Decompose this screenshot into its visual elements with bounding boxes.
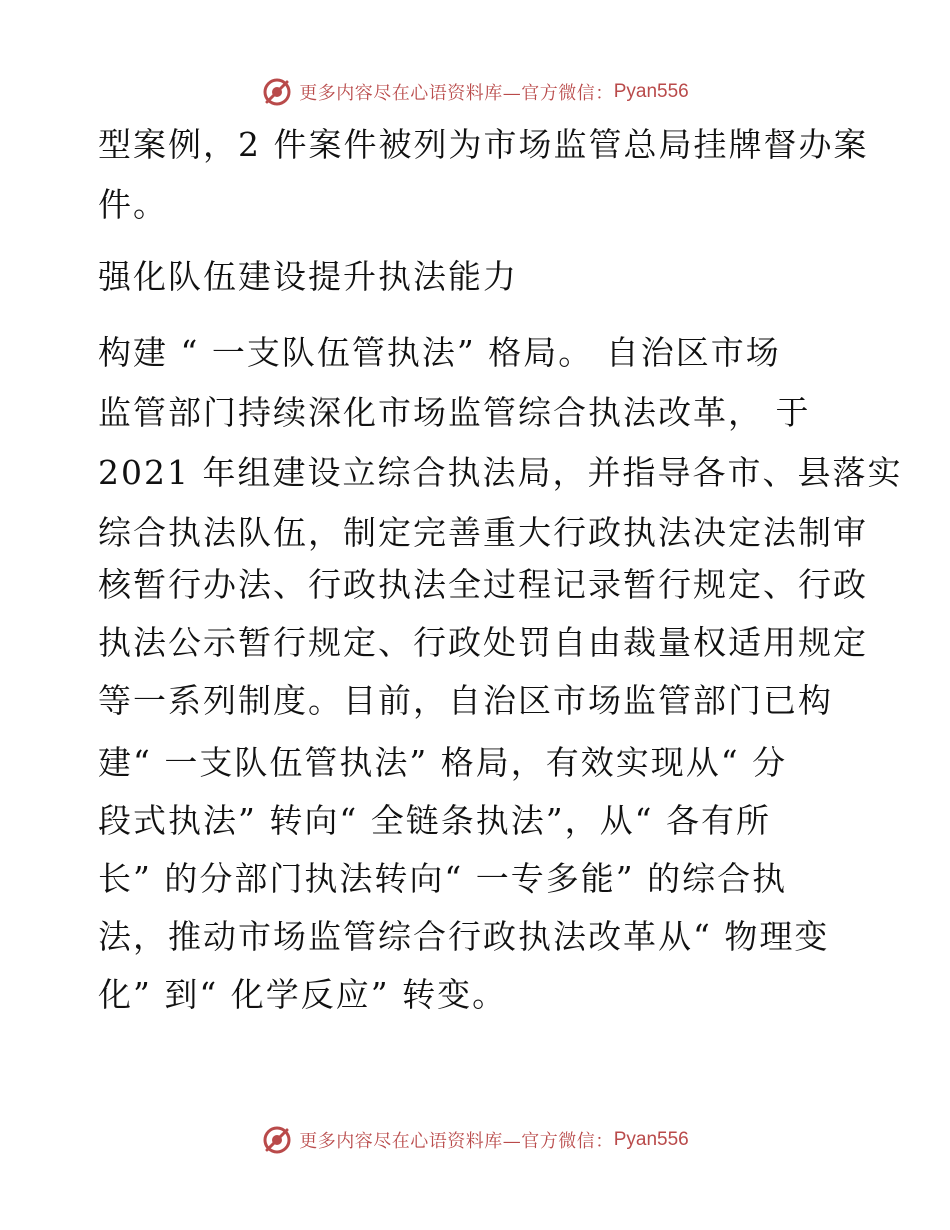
watermark-handle: Pyan556 bbox=[613, 81, 689, 102]
watermark-text: 更多内容尽在心语资料库—官方微信： bbox=[299, 1131, 614, 1152]
footer-watermark bbox=[0, 1120, 950, 1160]
watermark-text: 更多内容尽在心语资料库—官方微信： bbox=[299, 83, 614, 104]
text-line: 化” 到“ 化学反应” 转变。 bbox=[98, 975, 508, 1014]
text-line: 2021 年组建设立综合执法局，并指导各市、县落实 bbox=[98, 453, 903, 492]
text-line: 件。 bbox=[98, 185, 168, 224]
brand-logo-icon bbox=[261, 76, 293, 108]
section-heading: 强化队伍建设提升执法能力 bbox=[98, 257, 518, 296]
watermark-handle: Pyan556 bbox=[613, 1129, 689, 1150]
text-line: 综合执法队伍，制定完善重大行政执法决定法制审 bbox=[98, 513, 868, 552]
text-line: 型案例，2 件案件被列为市场监管总局挂牌督办案 bbox=[98, 125, 869, 164]
text-line: 构建 “ 一支队伍管执法” 格局。 自治区市场 bbox=[98, 333, 781, 372]
text-line: 执法公示暂行规定、行政处罚自由裁量权适用规定 bbox=[98, 623, 868, 662]
text-line: 建“ 一支队伍管执法” 格局，有效实现从“ 分 bbox=[98, 743, 788, 782]
text-line: 等一系列制度。目前，自治区市场监管部门已构 bbox=[98, 681, 833, 720]
brand-logo-icon bbox=[261, 1124, 293, 1156]
header-watermark bbox=[0, 72, 950, 112]
text-line: 监管部门持续深化市场监管综合执法改革， 于 bbox=[98, 393, 811, 432]
text-line: 长” 的分部门执法转向“ 一专多能” 的综合执 bbox=[98, 859, 788, 898]
text-line: 核暂行办法、行政执法全过程记录暂行规定、行政 bbox=[98, 565, 868, 604]
text-line: 法，推动市场监管综合行政执法改革从“ 物理变 bbox=[98, 917, 830, 956]
text-line: 段式执法” 转向“ 全链条执法”，从“ 各有所 bbox=[98, 801, 771, 840]
